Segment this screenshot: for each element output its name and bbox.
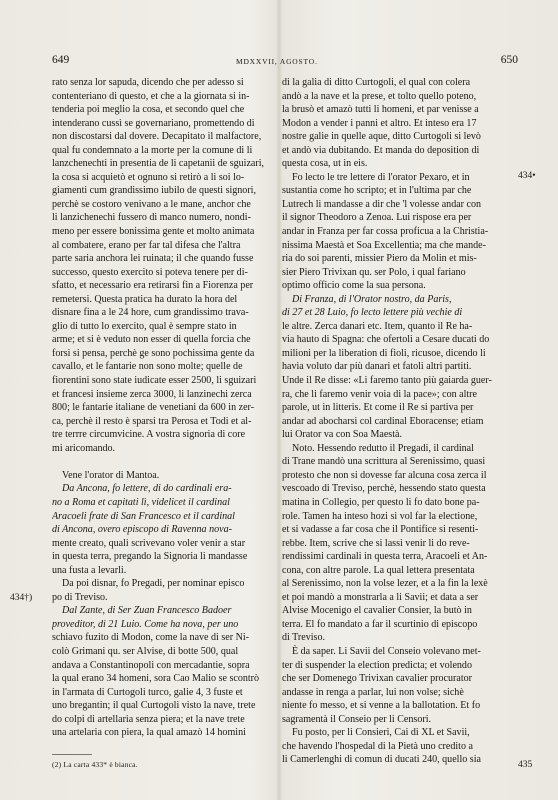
text-line: sustantia come ho scripto; et in l'ultima par che bbox=[282, 185, 472, 197]
text-line: Fo lecto le tre lettere di l'orator Pexaro, et in bbox=[292, 171, 470, 183]
text-line: mi aricomando. bbox=[52, 442, 116, 454]
text-line: intenderano cussì se governariano, promettendo di bbox=[52, 117, 255, 129]
text-line: al Serenissimo, non la volse lezer, et a la fin la lexè bbox=[282, 578, 488, 590]
text-line: andar ad abocharsi col cardinal Eboracense; etiam bbox=[282, 415, 484, 427]
text-line: ra, che li faremo venir voia di la pace»; con altre bbox=[282, 388, 477, 400]
text-line: in l'armata di Curtogoli turco, galie 4, 3 fuste et bbox=[52, 686, 243, 698]
text-line: di la galia di ditto Curtogoli, el qual con colera bbox=[282, 77, 471, 88]
text-line: remetersi. Questa pratica ha durato la hora del bbox=[52, 293, 238, 305]
right-page-number: 650 bbox=[500, 54, 518, 66]
text-line: Dal Zante, di Ser Zuan Francesco Badoer bbox=[62, 605, 232, 617]
text-line: contenteriano di questo, et che a la giornata si in- bbox=[52, 90, 250, 102]
text-line bbox=[52, 455, 272, 469]
text-line: Da poi disnar, fo Pregadi, per nominar episco bbox=[62, 578, 245, 590]
margin-folio-left: 434†) bbox=[10, 593, 33, 603]
text-line: matina in Collegio, per questo li fo dato bone pa- bbox=[282, 496, 480, 508]
text-line: successo, questo exercito si poteva tenere per di- bbox=[52, 266, 248, 278]
text-line: colò Grimani qu. ser Alvise, di botte 500, qual bbox=[52, 645, 239, 657]
text-line: le altre. Zerca danari etc. Item, quanto il Re ha- bbox=[282, 320, 473, 332]
text-line: di Treviso. bbox=[282, 632, 325, 644]
text-line: Alvise Mocenigo el cavalier Consier, la butò in bbox=[282, 605, 472, 617]
text-line: lanzchenechti in presentia de li capetanii de sguizari, bbox=[52, 158, 265, 170]
text-line: questa cosa, ut in eis. bbox=[282, 158, 368, 170]
text-line: rebbe. Item, scrive che si lassi venir li do reve- bbox=[282, 537, 470, 549]
text-line: tenderia poi meglio la cosa, et secondo quel che bbox=[52, 104, 245, 116]
text-line: qual fu condemnato a la morte per la comune di li bbox=[52, 144, 253, 156]
text-line: mente creato, quali scrivevano voler venir a star bbox=[52, 537, 246, 549]
text-line: proveditor, di 21 Luio. Come ha nova, per uno bbox=[52, 618, 239, 630]
text-line: disnare fina a le 24 hore, cum grandissimo trava- bbox=[52, 307, 249, 319]
text-line: vescoado di Treviso, perchè, hessendo stato questa bbox=[282, 483, 486, 495]
text-line: la qual erano 34 homeni, sora Cao Malio se scontrò bbox=[52, 673, 260, 685]
text-line: non discostarsi dal dovere. Decapitato il malfactore, bbox=[52, 131, 262, 143]
text-line: andasse in renga a parlar, lui non volse; sichè bbox=[282, 686, 464, 698]
text-line: fiorentini sono state iudicate esser 2500, li sguizari bbox=[52, 375, 257, 387]
margin-folio-right-2: 435 bbox=[518, 760, 533, 770]
text-line: Di Franza, di l'Orator nostro, da Paris, bbox=[292, 293, 452, 305]
text-line: 800; le fantarie italiane de venetiani da 600 in zer- bbox=[52, 402, 255, 414]
text-line: Modon a vender i panni et altro. Et inteso era 17 bbox=[282, 117, 477, 129]
left-page-number: 649 bbox=[52, 54, 70, 66]
text-line: niente fo messo, et si venne a la ballotation. Et fo bbox=[282, 700, 481, 712]
text-line: di Ancona, overo episcopo di Ravenna nova- bbox=[52, 524, 232, 536]
text-line: andava a Constantinopoli con mercadantie, sopra bbox=[52, 659, 250, 671]
text-line: cona, con altre parole. La qual lettera presentata bbox=[282, 564, 475, 576]
text-line: di Trane mandò una scrittura al Serenissimo, quasi bbox=[282, 456, 486, 468]
text-line: una fusta a levarli. bbox=[52, 564, 127, 576]
text-line: havia voluto dar più danari et fatoli altri partiti. bbox=[282, 361, 472, 373]
text-line: Noto. Hessendo redutto il Pregadi, il cardinal bbox=[292, 442, 474, 454]
text-line: Lutrech li mandasse a dir che 'l volesse andar con bbox=[282, 198, 482, 210]
text-line: sier Piero Trivixan qu. ser Polo, i qual fariano bbox=[282, 266, 466, 278]
text-line: terra. El fo mandato a far il scurtinio di episcopo bbox=[282, 618, 478, 630]
text-line: il signor Theodoro a Zenoa. Lui rispose era per bbox=[282, 212, 472, 224]
text-line: do colpi di artellaria senza piera; et la nave trete bbox=[52, 713, 245, 725]
margin-folio-right-1: 434• bbox=[518, 171, 536, 181]
text-line: meno per essere bonissima gente et molto animata bbox=[52, 226, 255, 238]
text-line: andar in Franza per far cossa proficua a la Christia- bbox=[282, 226, 489, 238]
text-line: È da saper. Li Savii del Conseio volevano met- bbox=[292, 645, 481, 657]
text-line: una artelaria con piera, la qual amazò 14 homini bbox=[52, 727, 246, 739]
text-line: ca, perchè il resto è sparsi tra Perosa et Todi et al- bbox=[52, 415, 252, 427]
left-text-column bbox=[52, 76, 272, 740]
text-line: et poi mandò a monstrarla a li Savii; et data a ser bbox=[282, 591, 479, 603]
text-line: tre terrre circumvicine. A vostra signoria di core bbox=[52, 429, 246, 441]
text-line: rato senza lor sapuda, dicendo che per adesso si bbox=[52, 77, 244, 88]
footnote-rule bbox=[52, 754, 92, 755]
text-line: in questa terra, pregando la Signoria li mandasse bbox=[52, 551, 248, 563]
text-line: li Camerlenghi di comun di ducati 240, quello sia bbox=[282, 754, 481, 766]
text-line: rendissimi cardinali in questa terra, Aracoeli et An- bbox=[282, 551, 488, 563]
text-line: Fu posto, per li Consieri, Cai di XL et Savii, bbox=[292, 727, 470, 739]
text-line: la cosa si acquietò et ognuno si retirò a li soi lo- bbox=[52, 171, 245, 183]
text-line: parole, ut in litteris. Et come il Re si partiva per bbox=[282, 402, 474, 414]
text-line: Da Ancona, fo lettere, di do cardinali era- bbox=[62, 483, 232, 495]
text-line: nissima Maestà et Soa Excellentia; ma che mande- bbox=[282, 239, 486, 251]
text-line: sfatto, et necessario era retirarsi fin a Fiorenza per bbox=[52, 280, 254, 292]
text-line: via hauto di Spagna: che ofertoli a Cesare ducati do bbox=[282, 334, 490, 346]
text-line: uno bregantin; il qual Curtogoli visto la nave, trete bbox=[52, 700, 256, 712]
text-line: sagramentà il Conseio per li Censori. bbox=[282, 713, 431, 725]
text-line: et francesi insieme zerca 3000, li lanzinechi zerca bbox=[52, 388, 252, 400]
text-line: milioni per la liberation di fioli, ricusoe, dicendo li bbox=[282, 347, 486, 359]
text-line: arme; et si è veduto non esser di quella forcia che bbox=[52, 334, 251, 346]
text-line: di 27 et 28 Luio, fo lecto lettere più vechie di bbox=[282, 307, 463, 319]
right-text-column bbox=[282, 76, 510, 767]
text-line: schiavo fuzito di Modon, come la nave di ser Ni- bbox=[52, 632, 249, 644]
text-line: li lanzichenechi fussero di manco numero, nondi- bbox=[52, 212, 251, 224]
text-line: cavallo, et le fantarie non sono molte; quelle de bbox=[52, 361, 243, 373]
text-line: parte saria anchora lei ruinata; il che quando fusse bbox=[52, 253, 254, 265]
text-line: optimo officio come la sua persona. bbox=[282, 280, 426, 292]
text-line: al combatere, erano per far tal difesa che l'altra bbox=[52, 239, 241, 251]
running-title: MDXXVII, AGOSTO. bbox=[236, 57, 318, 66]
text-line: nostre galie in quelle aque, ditto Curtogoli si levò bbox=[282, 131, 481, 143]
text-line: et andò via dubitando. Et manda do deposition di bbox=[282, 144, 480, 156]
text-line: Vene l'orator di Mantoa. bbox=[62, 469, 160, 481]
footnote: (2) La carta 433* è bianca. bbox=[52, 760, 138, 769]
text-line: protesto che non si dovesse far alcuna cosa zerca il bbox=[282, 469, 487, 481]
text-line: role. Tamen ha inteso hozi si vol far la electione, bbox=[282, 510, 478, 522]
text-line: che ser Domenego Trivixan cavalier procurator bbox=[282, 673, 472, 685]
text-line: Unde il Re disse: «Li faremo tanto più gaiarda guer- bbox=[282, 375, 492, 387]
text-line: ria do soi parenti, missier Piero da Molin et mis- bbox=[282, 253, 477, 265]
text-line: no a Roma et capitati lì, videlicet il cardinal bbox=[52, 496, 230, 508]
text-line: giamenti cum grandissimo iubilo de questi signori, bbox=[52, 185, 256, 197]
text-line: lui Orator va con Soa Maestà. bbox=[282, 429, 402, 441]
text-line: ter di suspender la election predicta; et volendo bbox=[282, 659, 472, 671]
text-line: et si vadasse a far cosa che il Pontifice si resenti- bbox=[282, 524, 479, 536]
text-line: po di Treviso. bbox=[52, 591, 108, 603]
text-line: forsi si pensa, perchè ge sono pochissima gente da bbox=[52, 347, 255, 359]
text-line: Aracoeli frate di San Francesco et il cardinal bbox=[52, 510, 235, 522]
text-line: andò a la nave et la prese, et tolto quello poteno, bbox=[282, 90, 477, 102]
text-line: che havendo l'hospedal di la Pietà uno credito a bbox=[282, 740, 473, 752]
text-line: glio di tutto lo exercito, qual è sempre stato in bbox=[52, 320, 237, 332]
text-line: perchè se costoro venivano a le mane, anchor che bbox=[52, 198, 251, 210]
text-line: la brusò et amazò tutti li homeni, et par venisse a bbox=[282, 104, 479, 116]
